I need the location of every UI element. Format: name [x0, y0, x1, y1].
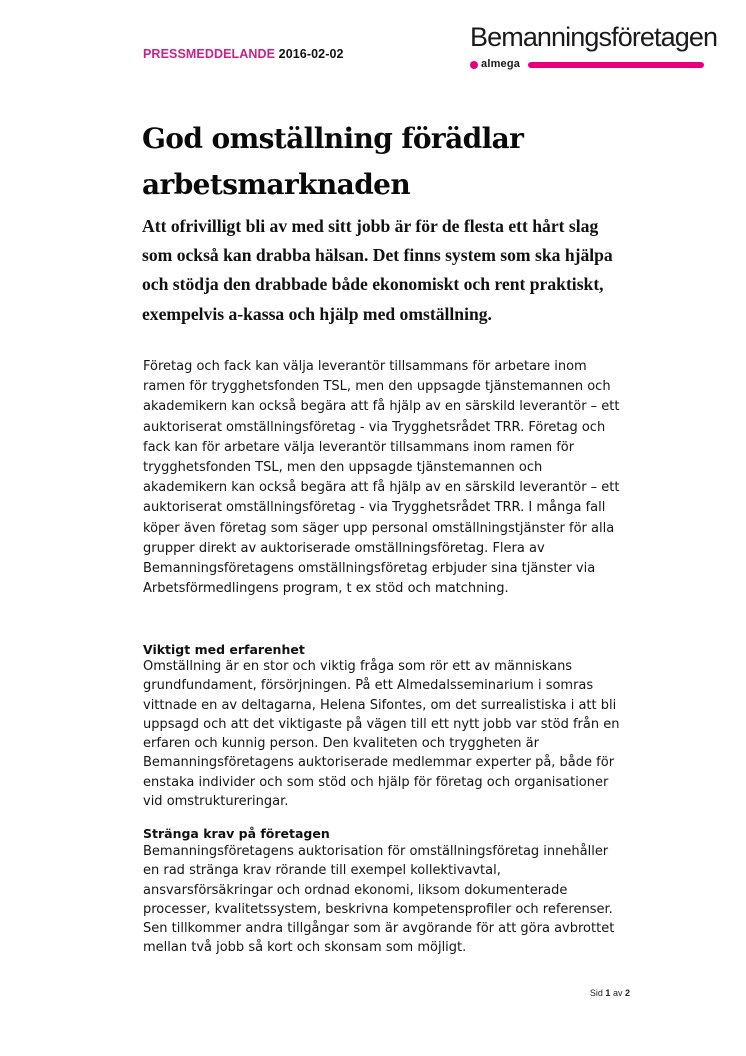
subheading-experience: Viktigt med erfarenhet — [143, 642, 305, 657]
body-paragraph-1: Företag och fack kan välja leverantör tillsammans för arbetare inom ramen för trygghetsfonden TSL, men den uppsagde tjänstemannen och akademikern kan också begära att få hjälp av en särskild leverantör – ett auktoriserat omställningsföretag - via Trygghetsrådet TRR. Företag och fack kan för arbetare välja leverantör tillsammans inom ramen för trygghetsfonden TSL, men den uppsagde tjänstemannen och akademikern kan också begära att få hjälp av en särskild leverantör – ett auktoriserat omställningsföretag - via Trygghetsrådet TRR. I många fall köper även företag som säger upp personal omställningstjänster för alla grupper direkt av auktoriserade omställningsföretag. Flera av Bemanningsföretagens omställningsföretag erbjuder sina tjänster via Arbetsförmedlingens program, t ex stöd och matchning. — [143, 359, 620, 597]
press-release-date: 2016-02-02 — [278, 47, 344, 61]
press-release-label — [143, 47, 344, 61]
page-separator: av — [612, 988, 623, 998]
press-release-keyword: PRESSMEDDELANDE — [143, 47, 276, 61]
company-logo — [470, 22, 718, 74]
page-total: 2 — [624, 988, 630, 998]
page-prefix: Sid — [589, 988, 603, 998]
logo-subbrand: almega — [481, 58, 521, 70]
body-paragraph-3: Bemanningsföretagens auktorisation för omställningsföretag innehåller en rad stränga krav rörande till exempel kollektivavtal, ansvarsförsäkringar och ordnad ekonomi, liksom dokumenterade processer, kvalitetssystem, beskrivna kompetensprofiler och referenser. Sen tillkommer andra tillgångar som är avgörande för att göra avbrottet mellan två jobb så kort och skonsam som möjligt. — [143, 844, 615, 956]
logo-underline — [528, 62, 704, 68]
article-ingress: Att ofrivilligt bli av med sitt jobb är för de flesta ett hårt slag som också kan drabba hälsan. Det finns system som ska hjälpa och stödja den drabbade både ekonomiskt och rent praktiskt, exempelvis a-kassa och hjälp med omställning. — [142, 216, 613, 324]
logo-dot-icon — [470, 61, 478, 69]
page-number — [590, 988, 630, 998]
article-title: God omställning förädlar arbetsmarknaden — [142, 122, 524, 201]
body-paragraph-2: Omställning är en stor och viktig fråga som rör ett av människans grundfundament, försörjningen. På ett Almedalsseminarium i somras vittnade en av deltagarna, Helena Sifontes, om det surrealistiska i att bli uppsagd och att det viktigaste på vägen till ett nytt jobb var stöd från en erfaren och kunnig person. Den kvaliteten och tryggheten är Bemanningsföretagens auktoriserade medlemmar experter på, både för enstaka individer och som stöd och hjälp för företag och organisationer vid omstruktureringar. — [143, 659, 620, 810]
logo-wordmark: Bemanningsföretagen — [470, 22, 718, 52]
subheading-requirements: Stränga krav på företagen — [143, 826, 330, 841]
page-current: 1 — [605, 988, 611, 998]
logo-bar — [470, 59, 706, 71]
